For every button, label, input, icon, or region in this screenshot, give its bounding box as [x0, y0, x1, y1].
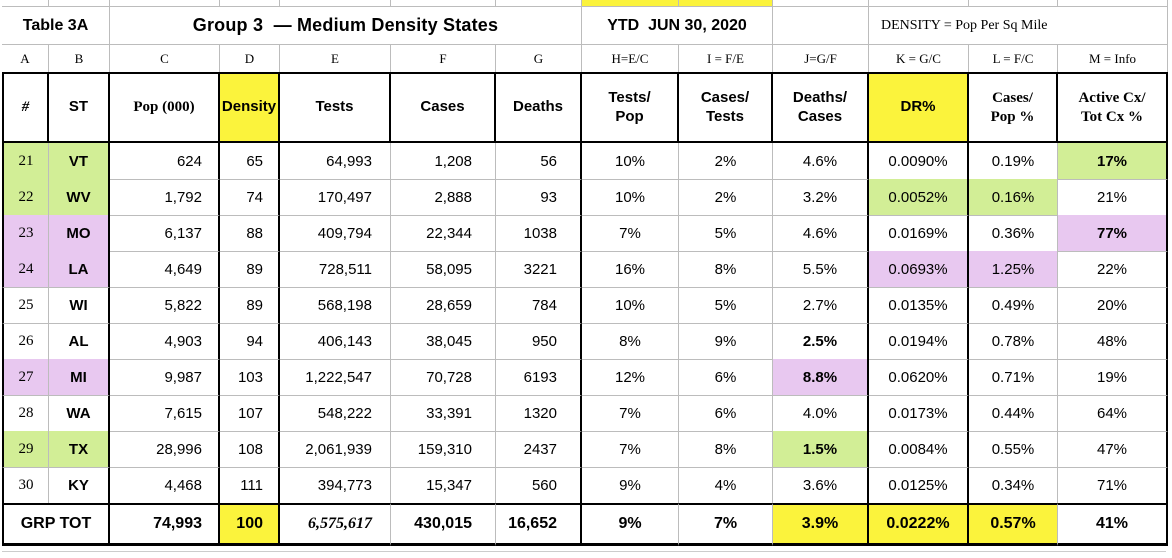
cell-tests[interactable]: 1,222,547 [280, 359, 391, 395]
cell-active-cx-pct[interactable]: 22% [1058, 251, 1168, 287]
cell-cases[interactable]: 2,888 [391, 179, 496, 215]
cell-state[interactable]: KY [49, 467, 110, 503]
cell-tests[interactable]: 568,198 [280, 287, 391, 323]
cell-pop[interactable]: 4,649 [110, 251, 220, 287]
cell-deaths-cases[interactable]: 2.7% [773, 287, 869, 323]
column-letter-tests-pop[interactable]: H=E/C [582, 44, 679, 72]
column-letter-cases[interactable]: F [391, 44, 496, 72]
cell-cases-pop-pct[interactable]: 1.25% [969, 251, 1058, 287]
cell-density[interactable]: 89 [220, 287, 280, 323]
cell-tests-pop[interactable]: 7% [582, 215, 679, 251]
column-headers-row [2, 72, 1168, 143]
cell-num[interactable]: 25 [2, 287, 49, 323]
cell-pop[interactable]: 6,137 [110, 215, 220, 251]
cell-active-cx-pct[interactable]: 64% [1058, 395, 1168, 431]
cell-cases-tests[interactable]: 6% [679, 395, 773, 431]
cell-cases[interactable]: 15,347 [391, 467, 496, 503]
header-deaths-cases[interactable]: Deaths/ Cases [773, 72, 869, 143]
cell-cases-pop-pct[interactable]: 0.19% [969, 143, 1058, 179]
cell-state[interactable]: WI [49, 287, 110, 323]
header-density[interactable]: Density [220, 72, 280, 143]
cell-deaths-cases[interactable]: 3.2% [773, 179, 869, 215]
header-cases-pop-pct[interactable]: Cases/ Pop % [969, 72, 1058, 143]
cell-tests-pop[interactable]: 10% [582, 179, 679, 215]
cell-cases[interactable]: 33,391 [391, 395, 496, 431]
cell-deaths[interactable]: 93 [496, 179, 582, 215]
cell-deaths[interactable]: 1038 [496, 215, 582, 251]
cell-pop[interactable]: 9,987 [110, 359, 220, 395]
column-letter-cases-tests[interactable]: I = F/E [679, 44, 773, 72]
cell-dr-pct[interactable]: 0.0125% [869, 467, 969, 503]
header-state[interactable]: ST [49, 72, 110, 143]
cell-dr-pct[interactable]: 0.0693% [869, 251, 969, 287]
cell-active-cx-pct[interactable]: 19% [1058, 359, 1168, 395]
cell-active-cx-pct[interactable]: 20% [1058, 287, 1168, 323]
state-row-VT [2, 143, 1168, 179]
cell-tests-pop[interactable]: 7% [582, 395, 679, 431]
cell-cases-tests[interactable]: 5% [679, 215, 773, 251]
cell-dr-pct[interactable]: 0.0090% [869, 143, 969, 179]
cell-density[interactable]: 103 [220, 359, 280, 395]
column-letter-pop[interactable]: C [110, 44, 220, 72]
cell-tests-pop[interactable]: 12% [582, 359, 679, 395]
cell-state[interactable]: TX [49, 431, 110, 467]
cell-dr-pct[interactable]: 0.0194% [869, 323, 969, 359]
cell-tests-pop[interactable]: 10% [582, 287, 679, 323]
cell-cases[interactable]: 1,208 [391, 143, 496, 179]
cell-deaths[interactable]: 2437 [496, 431, 582, 467]
cell-deaths-cases[interactable]: 3.6% [773, 467, 869, 503]
density-definition-note[interactable]: DENSITY = Pop Per Sq Mile [869, 6, 1168, 44]
group-total-label[interactable]: GRP TOT [2, 503, 110, 546]
cell-state[interactable]: MO [49, 215, 110, 251]
column-letter-num[interactable]: A [2, 44, 49, 72]
cell-state[interactable]: AL [49, 323, 110, 359]
states-data-table [2, 0, 1168, 552]
cell-dr-pct[interactable]: 0.0084% [869, 431, 969, 467]
cell-density[interactable]: 108 [220, 431, 280, 467]
header-dr-pct[interactable]: DR% [869, 72, 969, 143]
cell-deaths[interactable]: 1320 [496, 395, 582, 431]
cell-cases-tests[interactable]: 2% [679, 143, 773, 179]
state-row-WA [2, 395, 1168, 431]
cell-pop[interactable]: 28,996 [110, 431, 220, 467]
cell-tests[interactable]: 64,993 [280, 143, 391, 179]
cutoff-row-below [2, 551, 1166, 552]
cell-dr-pct[interactable]: 0.0135% [869, 287, 969, 323]
cell-pop[interactable]: 7,615 [110, 395, 220, 431]
cell-cases-tests[interactable]: 5% [679, 287, 773, 323]
cell-cases-pop-pct[interactable]: 0.55% [969, 431, 1058, 467]
cell-deaths[interactable]: 3221 [496, 251, 582, 287]
header-pop[interactable]: Pop (000) [110, 72, 220, 143]
cell-density[interactable]: 107 [220, 395, 280, 431]
header-deaths[interactable]: Deaths [496, 72, 582, 143]
cell-tests[interactable]: 394,773 [280, 467, 391, 503]
column-letter-tests[interactable]: E [280, 44, 391, 72]
cell-num[interactable]: 30 [2, 467, 49, 503]
cell-cases-pop-pct[interactable]: 0.49% [969, 287, 1058, 323]
total-tests[interactable]: 6,575,617 [280, 503, 391, 546]
cell-density[interactable]: 111 [220, 467, 280, 503]
ytd-date-label[interactable]: YTD JUN 30, 2020 [582, 6, 773, 44]
column-letter-deaths-cases[interactable]: J=G/F [773, 44, 869, 72]
cell-tests[interactable]: 728,511 [280, 251, 391, 287]
cell-deaths[interactable]: 950 [496, 323, 582, 359]
cell-cases-pop-pct[interactable]: 0.78% [969, 323, 1058, 359]
cell-num[interactable]: 29 [2, 431, 49, 467]
cell-pop[interactable]: 4,903 [110, 323, 220, 359]
cell-deaths[interactable]: 560 [496, 467, 582, 503]
cell-deaths[interactable]: 56 [496, 143, 582, 179]
total-cases[interactable]: 430,015 [391, 503, 496, 546]
cell-density[interactable]: 65 [220, 143, 280, 179]
cell-density[interactable]: 74 [220, 179, 280, 215]
cell-active-cx-pct[interactable]: 47% [1058, 431, 1168, 467]
cell-cases-tests[interactable]: 9% [679, 323, 773, 359]
state-row-WI [2, 287, 1168, 323]
cell-num[interactable]: 28 [2, 395, 49, 431]
column-letters-row [2, 44, 1168, 72]
title-row [2, 6, 1168, 44]
cell-deaths-cases[interactable]: 5.5% [773, 251, 869, 287]
cell-deaths[interactable]: 6193 [496, 359, 582, 395]
state-row-TX [2, 431, 1168, 467]
header-tests[interactable]: Tests [280, 72, 391, 143]
column-letter-cases-pop-pct[interactable]: L = F/C [969, 44, 1058, 72]
cell-density[interactable]: 89 [220, 251, 280, 287]
cell-density[interactable]: 94 [220, 323, 280, 359]
cell-cases-pop-pct[interactable]: 0.34% [969, 467, 1058, 503]
cell-cases[interactable]: 70,728 [391, 359, 496, 395]
group-title[interactable]: Group 3 — Medium Density States [110, 6, 582, 44]
cell-tests-pop[interactable]: 8% [582, 323, 679, 359]
state-row-KY [2, 467, 1168, 503]
cell-cases[interactable]: 58,095 [391, 251, 496, 287]
cell-cases-tests[interactable]: 8% [679, 431, 773, 467]
header-cases[interactable]: Cases [391, 72, 496, 143]
cell-pop[interactable]: 1,792 [110, 179, 220, 215]
cell-pop[interactable]: 4,468 [110, 467, 220, 503]
cell-deaths-cases[interactable]: 4.6% [773, 215, 869, 251]
column-letter-state[interactable]: B [49, 44, 110, 72]
cell-active-cx-pct[interactable]: 71% [1058, 467, 1168, 503]
cell-num[interactable]: 26 [2, 323, 49, 359]
cell-num[interactable]: 21 [2, 143, 49, 179]
cell-tests-pop[interactable]: 10% [582, 143, 679, 179]
total-pop[interactable]: 74,993 [110, 503, 220, 546]
cell-tests[interactable]: 2,061,939 [280, 431, 391, 467]
cell-cases-tests[interactable]: 6% [679, 359, 773, 395]
header-num[interactable]: # [2, 72, 49, 143]
cell-tests-pop[interactable]: 7% [582, 431, 679, 467]
cell-tests-pop[interactable]: 16% [582, 251, 679, 287]
cell-cases-pop-pct[interactable]: 0.44% [969, 395, 1058, 431]
state-row-WV [2, 179, 1168, 215]
cell-deaths-cases[interactable]: 1.5% [773, 431, 869, 467]
cell-cases-pop-pct[interactable]: 0.36% [969, 215, 1058, 251]
column-letter-density[interactable]: D [220, 44, 280, 72]
cell-num[interactable]: 23 [2, 215, 49, 251]
cell-cases[interactable]: 22,344 [391, 215, 496, 251]
column-letter-dr-pct[interactable]: K = G/C [869, 44, 969, 72]
total-active-cx-pct[interactable]: 41% [1058, 503, 1168, 546]
cell-tests[interactable]: 170,497 [280, 179, 391, 215]
total-cases-pop-pct[interactable]: 0.57% [969, 503, 1058, 546]
cell-cases-pop-pct[interactable]: 0.71% [969, 359, 1058, 395]
total-cases-tests[interactable]: 7% [679, 503, 773, 546]
cell-deaths-cases[interactable]: 4.0% [773, 395, 869, 431]
cell-cases-pop-pct[interactable]: 0.16% [969, 179, 1058, 215]
cell-tests[interactable]: 548,222 [280, 395, 391, 431]
total-tests-pop[interactable]: 9% [582, 503, 679, 546]
cell-num[interactable]: 24 [2, 251, 49, 287]
cell-deaths-cases[interactable]: 4.6% [773, 143, 869, 179]
cell-state[interactable]: MI [49, 359, 110, 395]
cell-cases[interactable]: 38,045 [391, 323, 496, 359]
cell-deaths[interactable]: 784 [496, 287, 582, 323]
cell-num[interactable]: 22 [2, 179, 49, 215]
cell-active-cx-pct[interactable]: 48% [1058, 323, 1168, 359]
cell-state[interactable]: LA [49, 251, 110, 287]
total-density[interactable]: 100 [220, 503, 280, 546]
cell-tests[interactable]: 409,794 [280, 215, 391, 251]
cell-deaths-cases[interactable]: 2.5% [773, 323, 869, 359]
cell-cases-tests[interactable]: 8% [679, 251, 773, 287]
cell-dr-pct[interactable]: 0.0052% [869, 179, 969, 215]
cell-dr-pct[interactable]: 0.0173% [869, 395, 969, 431]
table-number-label[interactable]: Table 3A [2, 6, 110, 44]
cell-dr-pct[interactable]: 0.0169% [869, 215, 969, 251]
total-dr-pct[interactable]: 0.0222% [869, 503, 969, 546]
cell-pop[interactable]: 5,822 [110, 287, 220, 323]
total-deaths-cases[interactable]: 3.9% [773, 503, 869, 546]
cell-cases-tests[interactable]: 2% [679, 179, 773, 215]
column-letter-deaths[interactable]: G [496, 44, 582, 72]
cell-cases[interactable]: 28,659 [391, 287, 496, 323]
cell-cases-tests[interactable]: 4% [679, 467, 773, 503]
header-tests-pop[interactable]: Tests/ Pop [582, 72, 679, 143]
cell-active-cx-pct[interactable]: 17% [1058, 143, 1168, 179]
cell-state[interactable]: WA [49, 395, 110, 431]
cell-state[interactable]: WV [49, 179, 110, 215]
cell-num[interactable]: 27 [2, 359, 49, 395]
cell-active-cx-pct[interactable]: 21% [1058, 179, 1168, 215]
cell-tests-pop[interactable]: 9% [582, 467, 679, 503]
cell-tests[interactable]: 406,143 [280, 323, 391, 359]
cell-deaths-cases[interactable]: 8.8% [773, 359, 869, 395]
cell-dr-pct[interactable]: 0.0620% [869, 359, 969, 395]
empty-title-cell[interactable] [773, 6, 869, 44]
header-active-cx-pct[interactable]: Active Cx/ Tot Cx % [1058, 72, 1168, 143]
state-row-MO [2, 215, 1168, 251]
group-total-row [2, 503, 1168, 546]
cell-active-cx-pct[interactable]: 77% [1058, 215, 1168, 251]
cell-density[interactable]: 88 [220, 215, 280, 251]
column-letter-active-cx-pct[interactable]: M = Info [1058, 44, 1168, 72]
cell-state[interactable]: VT [49, 143, 110, 179]
state-row-MI [2, 359, 1168, 395]
cell-cases[interactable]: 159,310 [391, 431, 496, 467]
state-row-LA [2, 251, 1168, 287]
state-row-AL [2, 323, 1168, 359]
header-cases-tests[interactable]: Cases/ Tests [679, 72, 773, 143]
cell-pop[interactable]: 624 [110, 143, 220, 179]
total-deaths[interactable]: 16,652 [496, 503, 582, 546]
